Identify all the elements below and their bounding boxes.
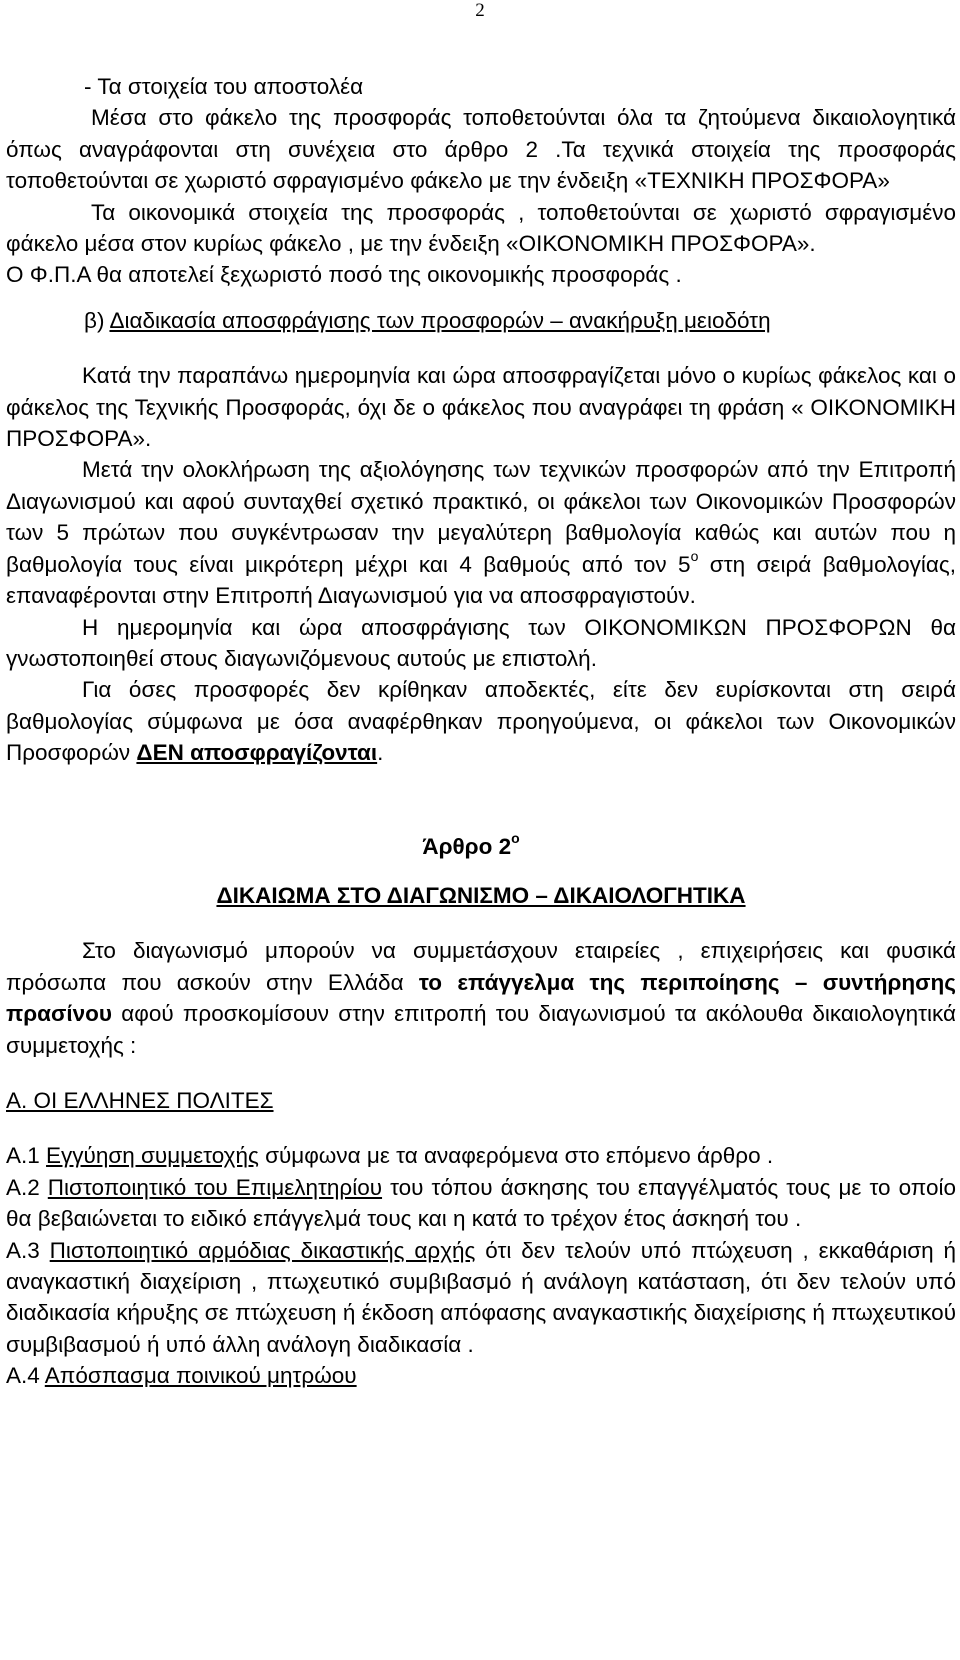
article-title-sup: ο — [511, 830, 520, 847]
item-a3-prefix: Α.3 — [6, 1237, 50, 1263]
paragraph-unopened-end: . — [377, 740, 384, 766]
paragraph-eligibility-text-b: αφού προσκομίσουν στην επιτροπή του διαγωνισμού τα ακόλουθα δικαιολογητικά συμμετοχής : — [6, 1001, 956, 1058]
document-body — [6, 71, 956, 1392]
paragraph-unopened — [6, 674, 956, 768]
paragraph-vat: Ο Φ.Π.Α θα αποτελεί ξεχωριστό ποσό της οικονομικής προσφοράς . — [6, 262, 682, 288]
item-a1 — [6, 1140, 956, 1171]
not-opened-emphasis: ΔΕΝ αποσφραγίζονται — [136, 740, 378, 766]
paragraph-eligibility — [6, 935, 956, 1061]
item-a2-prefix: Α.2 — [6, 1174, 48, 1200]
heading-b — [6, 305, 956, 336]
paragraph-evaluation-text-a: Μετά την ολοκλήρωση της αξιολόγησης των τεχνικών προσφορών από την Επιτροπή Διαγωνισμού και αφού συνταχθεί σχετικό πρακτικό, οι φάκελοι των Οικονομικών Προσφορών των 5 πρώτων που συγκέντρωσαν την μεγαλύτερη βαθμολογία καθώς και αυτών που η βαθμολογία τους είναι μικρότερη μέχρι και 4 βαθμούς από τον 5 — [6, 457, 956, 577]
page-number: 2 — [475, 0, 485, 21]
item-a2 — [6, 1172, 956, 1235]
section-a-heading: Α. ΟΙ ΕΛΛΗΝΕΣ ΠΟΛΙΤΕΣ — [6, 1087, 274, 1113]
article-title-text: Άρθρο 2 — [422, 833, 512, 859]
paragraph-eligibility-text-a: Στο διαγωνισμό μπορούν να συμμετάσχουν εταιρείες , επιχειρήσεις και φυσικά πρόσωπα που ασκούν στην Ελλάδα — [6, 938, 956, 995]
item-a2-title: Πιστοποιητικό του Επιμελητηρίου — [47, 1174, 383, 1200]
paragraph-evaluation — [6, 454, 956, 611]
item-a4 — [6, 1360, 956, 1391]
paragraph-unopened-text: Για όσες προσφορές δεν κρίθηκαν αποδεκτές, είτε δεν ευρίσκονται στη σειρά βαθμολογίας σύμφωνα με όσα αναφέρθηκαν προηγούμενα, οι φάκελοι των Οικονομικών Προσφορών — [6, 677, 956, 766]
paragraph-financial-envelope: Τα οικονομικά στοιχεία της προσφοράς , τοποθετούνται σε χωριστό σφραγισμένο φάκελο μέσα στον κυρίως φάκελο , με την ένδειξη «ΟΙΚΟΝΟΜΙΚΗ ΠΡΟΣΦΟΡΑ». — [6, 199, 956, 257]
item-a4-title: Απόσπασμα ποινικού μητρώου — [44, 1363, 357, 1389]
sender-line: - Τα στοιχεία του αποστολέα — [84, 74, 364, 99]
item-a1-prefix: Α.1 — [6, 1143, 47, 1169]
profession-emphasis: το επάγγελμα της περιποίησης – συντήρησης πρασίνου — [6, 969, 956, 1027]
item-a3-text: ότι δεν τελούν υπό πτώχευση , εκκαθάριση ή αναγκαστική διαχείριση , πτωχευτικό συμβιβασμό ή ανάλογη κατάσταση, ότι δεν τελούν υπό διαδικασία κήρυξης σε πτώχευση ή έκδοση απόφασης αναγκαστικής διαχείρισης ή πτωχευτικού συμβιβασμού ή υπό άλλη ανάλογη διαδικασία . — [6, 1237, 957, 1357]
paragraph-opening: Κατά την παραπάνω ημερομηνία και ώρα αποσφραγίζεται μόνο ο κυρίως φάκελος και ο φάκελος της Τεχνικής Προσφοράς, όχι δε ο φάκελος που αναγράφει τη φράση « ΟΙΚΟΝΟΜΙΚΗ ΠΡΟΣΦΟΡΑ». — [6, 363, 956, 452]
paragraph-evaluation-text-b: στη σειρά βαθμολογίας, επαναφέρονται στην Επιτροπή Διαγωνισμού για να αποσφραγιστούν. — [6, 551, 956, 609]
heading-b-text: Διαδικασία αποσφράγισης των προσφορών – ανακήρυξη μειοδότη — [109, 307, 771, 333]
item-a1-text: σύμφωνα με τα αναφερόμενα στο επόμενο άρθρο . — [258, 1143, 774, 1169]
item-a2-text: του τόπου άσκησης του επαγγέλματός τους με το οποίο θα βεβαιώνεται το ειδικό επάγγελμά τους και η κατά το τρέχον έτος άσκησή του . — [6, 1174, 956, 1232]
paragraph-notification: Η ημερομηνία και ώρα αποσφράγισης των ΟΙΚΟΝΟΜΙΚΩΝ ΠΡΟΣΦΟΡΩΝ θα γνωστοποιηθεί στους διαγωνιζόμενους αυτούς με επιστολή. — [6, 614, 956, 671]
superscript-o: ο — [690, 548, 699, 565]
item-a3 — [6, 1235, 956, 1361]
paragraph-envelope-contents: Μέσα στο φάκελο της προσφοράς τοποθετούνται όλα τα ζητούμενα δικαιολογητικά όπως αναγράφονται στη συνέχεια στο άρθρο 2 .Τα τεχνικά στοιχεία της προσφοράς τοποθετούνται σε χωριστό σφραγισμένο φάκελο με την ένδειξη «ΤΕΧΝΙΚΗ ΠΡΟΣΦΟΡΑ» — [6, 105, 956, 194]
heading-b-prefix: β) — [84, 307, 110, 333]
article-title — [6, 831, 956, 862]
item-a3-title: Πιστοποιητικό αρμόδιας δικαστικής αρχής — [49, 1237, 476, 1263]
article-subtitle: ΔΙΚΑΙΩΜΑ ΣΤΟ ΔΙΑΓΩΝΙΣΜΟ – ΔΙΚΑΙΟΛΟΓΗΤΙΚΑ — [216, 882, 746, 908]
item-a1-title: Εγγύηση συμμετοχής — [46, 1143, 259, 1169]
item-a4-prefix: Α.4 — [6, 1363, 45, 1389]
